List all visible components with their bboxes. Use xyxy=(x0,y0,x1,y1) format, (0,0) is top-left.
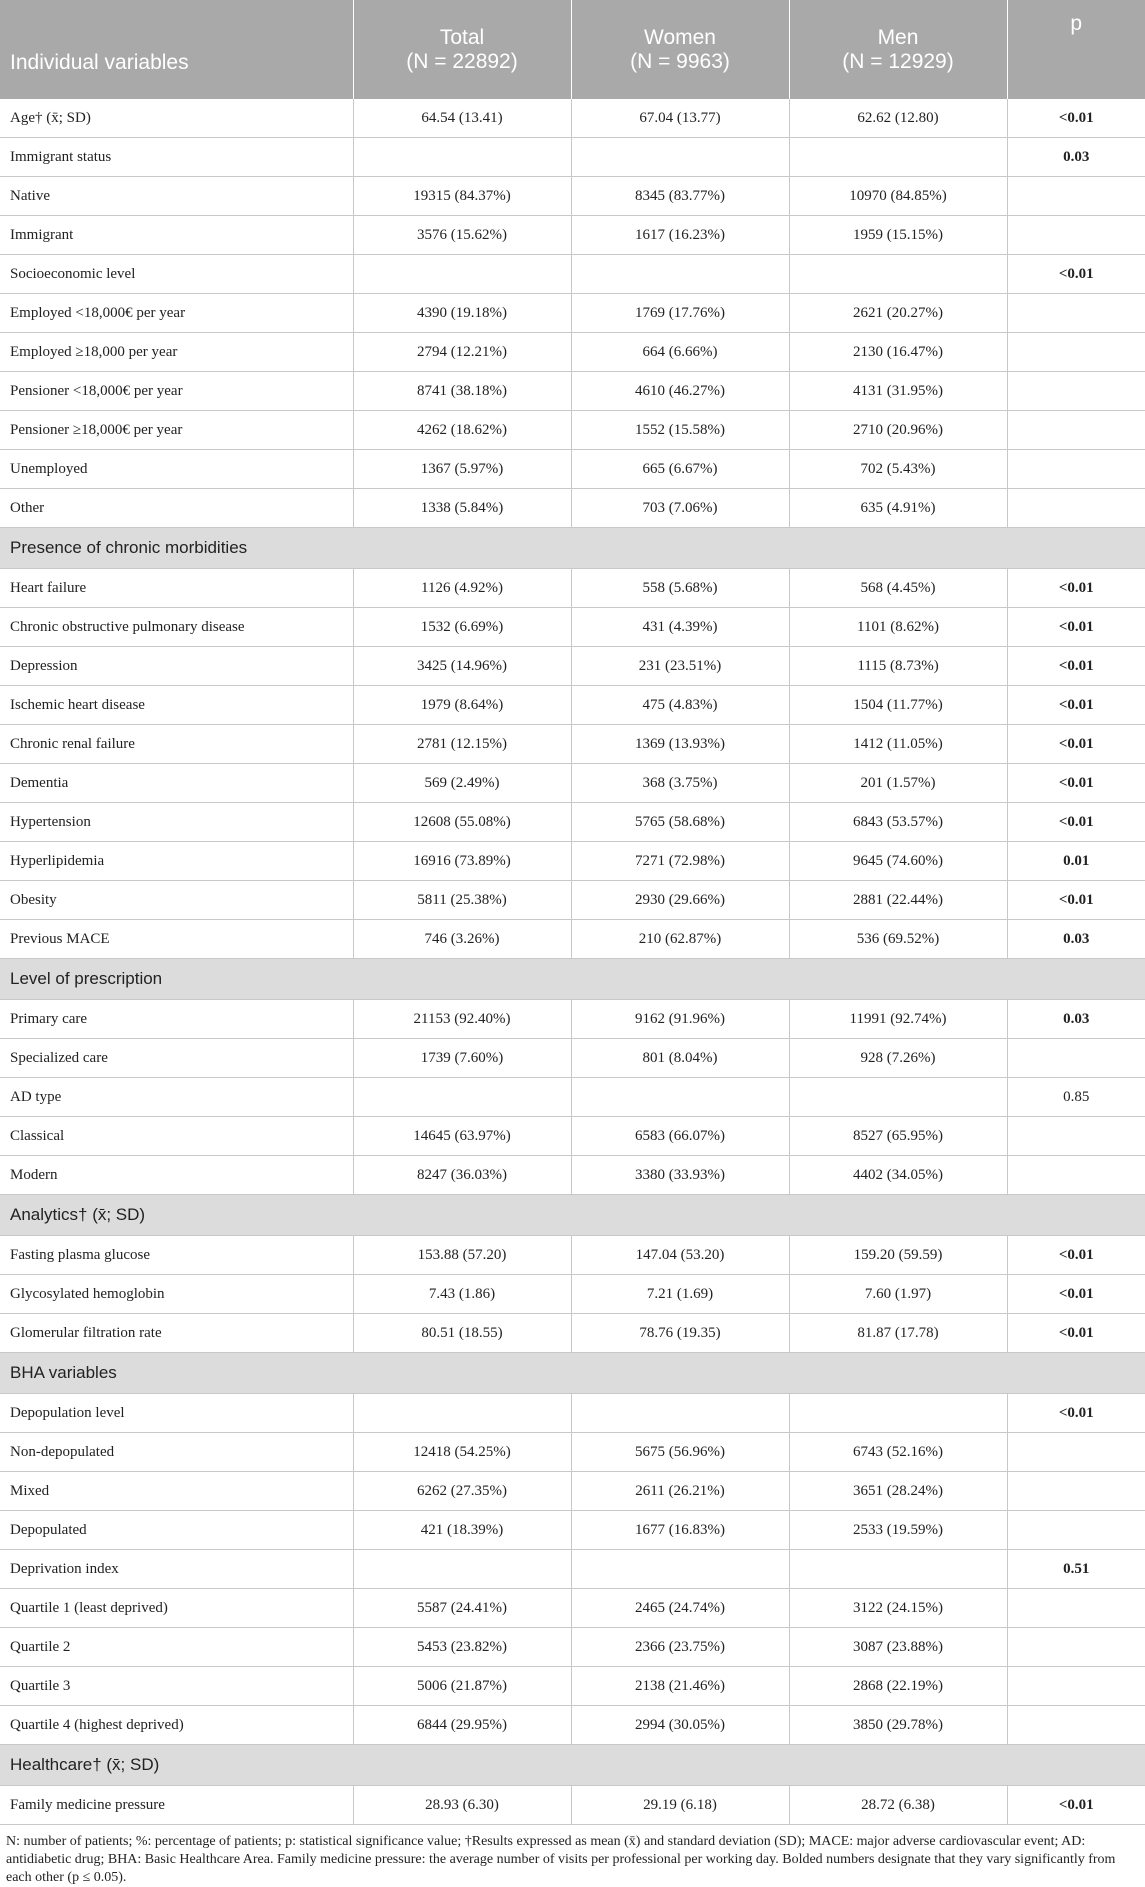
table-row xyxy=(0,177,1145,216)
table-row xyxy=(0,1706,1145,1745)
section-header-row xyxy=(0,1195,1145,1236)
table-row xyxy=(0,1236,1145,1275)
cell-women xyxy=(571,255,789,294)
cell-total: 746 (3.26%) xyxy=(353,920,571,959)
cell-total: 6844 (29.95%) xyxy=(353,1706,571,1745)
row-label: Unemployed xyxy=(0,450,353,489)
cell-men: 3122 (24.15%) xyxy=(789,1589,1007,1628)
table-row xyxy=(0,1275,1145,1314)
row-label: Glycosylated hemoglobin xyxy=(0,1275,353,1314)
cell-p-value xyxy=(1007,1472,1145,1511)
header-total-label: Total xyxy=(439,25,485,49)
cell-men: 568 (4.45%) xyxy=(789,569,1007,608)
cell-men: 11991 (92.74%) xyxy=(789,1000,1007,1039)
table-row xyxy=(0,1039,1145,1078)
table-row xyxy=(0,1000,1145,1039)
cell-women: 5765 (58.68%) xyxy=(571,803,789,842)
table-row xyxy=(0,1078,1145,1117)
cell-p-value: 0.51 xyxy=(1007,1550,1145,1589)
cell-women: 210 (62.87%) xyxy=(571,920,789,959)
cell-men: 62.62 (12.80) xyxy=(789,99,1007,138)
header-women-label: Women xyxy=(644,25,716,49)
cell-men: 1101 (8.62%) xyxy=(789,608,1007,647)
cell-women: 78.76 (19.35) xyxy=(571,1314,789,1353)
cell-total: 1979 (8.64%) xyxy=(353,686,571,725)
section-header-row xyxy=(0,1745,1145,1786)
header-variables: Individual variables xyxy=(0,0,353,99)
cell-total xyxy=(353,138,571,177)
row-label: AD type xyxy=(0,1078,353,1117)
cell-p-value xyxy=(1007,1117,1145,1156)
table-row xyxy=(0,1433,1145,1472)
cell-men: 6743 (52.16%) xyxy=(789,1433,1007,1472)
cell-p-value xyxy=(1007,372,1145,411)
cell-p-value: <0.01 xyxy=(1007,686,1145,725)
cell-total xyxy=(353,1078,571,1117)
cell-total: 569 (2.49%) xyxy=(353,764,571,803)
cell-total: 28.93 (6.30) xyxy=(353,1786,571,1825)
cell-total: 16916 (73.89%) xyxy=(353,842,571,881)
row-label: Dementia xyxy=(0,764,353,803)
row-label: Depopulated xyxy=(0,1511,353,1550)
row-label: Hyperlipidemia xyxy=(0,842,353,881)
cell-p-value xyxy=(1007,450,1145,489)
cell-men xyxy=(789,1394,1007,1433)
cell-p-value: <0.01 xyxy=(1007,569,1145,608)
cell-p-value: <0.01 xyxy=(1007,1275,1145,1314)
cell-men: 2881 (22.44%) xyxy=(789,881,1007,920)
cell-women: 9162 (91.96%) xyxy=(571,1000,789,1039)
cell-women: 664 (6.66%) xyxy=(571,333,789,372)
row-label: Quartile 1 (least deprived) xyxy=(0,1589,353,1628)
header-total-n: (N = 22892) xyxy=(406,49,518,73)
row-label: Socioeconomic level xyxy=(0,255,353,294)
cell-women: 2465 (24.74%) xyxy=(571,1589,789,1628)
cell-total: 80.51 (18.55) xyxy=(353,1314,571,1353)
cell-total: 1532 (6.69%) xyxy=(353,608,571,647)
cell-women: 29.19 (6.18) xyxy=(571,1786,789,1825)
cell-women: 2994 (30.05%) xyxy=(571,1706,789,1745)
table-body xyxy=(0,99,1145,1825)
cell-p-value xyxy=(1007,1628,1145,1667)
table-row xyxy=(0,450,1145,489)
cell-total: 12418 (54.25%) xyxy=(353,1433,571,1472)
cell-total: 19315 (84.37%) xyxy=(353,177,571,216)
cell-total xyxy=(353,1550,571,1589)
cell-p-value: 0.85 xyxy=(1007,1078,1145,1117)
cell-p-value: <0.01 xyxy=(1007,1786,1145,1825)
cell-p-value: <0.01 xyxy=(1007,1236,1145,1275)
row-label: Hypertension xyxy=(0,803,353,842)
cell-total: 1739 (7.60%) xyxy=(353,1039,571,1078)
table-row xyxy=(0,294,1145,333)
cell-men: 3087 (23.88%) xyxy=(789,1628,1007,1667)
row-label: Primary care xyxy=(0,1000,353,1039)
cell-total: 1338 (5.84%) xyxy=(353,489,571,528)
row-label: Ischemic heart disease xyxy=(0,686,353,725)
cell-p-value: <0.01 xyxy=(1007,1314,1145,1353)
cell-total: 5006 (21.87%) xyxy=(353,1667,571,1706)
cell-total: 2781 (12.15%) xyxy=(353,725,571,764)
cell-women xyxy=(571,138,789,177)
row-label: Quartile 3 xyxy=(0,1667,353,1706)
cell-p-value: <0.01 xyxy=(1007,764,1145,803)
section-header-row xyxy=(0,959,1145,1000)
row-label: Age† (x̄; SD) xyxy=(0,99,353,138)
cell-total xyxy=(353,255,571,294)
section-header-label: Presence of chronic morbidities xyxy=(0,528,1145,569)
row-label: Non-depopulated xyxy=(0,1433,353,1472)
row-label: Mixed xyxy=(0,1472,353,1511)
table-row xyxy=(0,1628,1145,1667)
row-label: Obesity xyxy=(0,881,353,920)
cell-women: 2930 (29.66%) xyxy=(571,881,789,920)
row-label: Chronic renal failure xyxy=(0,725,353,764)
row-label: Immigrant status xyxy=(0,138,353,177)
row-label: Employed ≥18,000 per year xyxy=(0,333,353,372)
cell-total: 153.88 (57.20) xyxy=(353,1236,571,1275)
cell-p-value: <0.01 xyxy=(1007,1394,1145,1433)
cell-men: 1504 (11.77%) xyxy=(789,686,1007,725)
table-header xyxy=(0,0,1145,99)
table-row xyxy=(0,764,1145,803)
cell-p-value: 0.03 xyxy=(1007,1000,1145,1039)
table-row xyxy=(0,1786,1145,1825)
row-label: Depression xyxy=(0,647,353,686)
cell-men xyxy=(789,138,1007,177)
table-row xyxy=(0,569,1145,608)
cell-p-value xyxy=(1007,177,1145,216)
row-label: Employed <18,000€ per year xyxy=(0,294,353,333)
row-label: Depopulation level xyxy=(0,1394,353,1433)
table-row xyxy=(0,1667,1145,1706)
cell-total: 6262 (27.35%) xyxy=(353,1472,571,1511)
cell-women: 475 (4.83%) xyxy=(571,686,789,725)
cell-women: 1617 (16.23%) xyxy=(571,216,789,255)
cell-p-value: <0.01 xyxy=(1007,881,1145,920)
cell-p-value: <0.01 xyxy=(1007,99,1145,138)
cell-men: 2710 (20.96%) xyxy=(789,411,1007,450)
row-label: Immigrant xyxy=(0,216,353,255)
cell-men: 536 (69.52%) xyxy=(789,920,1007,959)
cell-men: 1115 (8.73%) xyxy=(789,647,1007,686)
cell-men: 159.20 (59.59) xyxy=(789,1236,1007,1275)
section-header-label: Healthcare† (x̄; SD) xyxy=(0,1745,1145,1786)
cell-total: 1367 (5.97%) xyxy=(353,450,571,489)
table-row xyxy=(0,1117,1145,1156)
table-row xyxy=(0,99,1145,138)
cell-p-value xyxy=(1007,1706,1145,1745)
table-row xyxy=(0,138,1145,177)
cell-women: 1552 (15.58%) xyxy=(571,411,789,450)
cell-p-value: <0.01 xyxy=(1007,608,1145,647)
table-row xyxy=(0,1156,1145,1195)
header-men-n: (N = 12929) xyxy=(842,49,954,73)
table-row xyxy=(0,372,1145,411)
table-row xyxy=(0,1589,1145,1628)
row-label: Family medicine pressure xyxy=(0,1786,353,1825)
cell-total: 4390 (19.18%) xyxy=(353,294,571,333)
cell-total: 12608 (55.08%) xyxy=(353,803,571,842)
cell-women: 5675 (56.96%) xyxy=(571,1433,789,1472)
cell-women: 7.21 (1.69) xyxy=(571,1275,789,1314)
header-women xyxy=(571,0,789,99)
cell-men: 201 (1.57%) xyxy=(789,764,1007,803)
cell-men: 635 (4.91%) xyxy=(789,489,1007,528)
cell-women xyxy=(571,1394,789,1433)
cell-women: 431 (4.39%) xyxy=(571,608,789,647)
cell-total: 8741 (38.18%) xyxy=(353,372,571,411)
cell-total: 4262 (18.62%) xyxy=(353,411,571,450)
table-row xyxy=(0,881,1145,920)
table-row xyxy=(0,1511,1145,1550)
row-label: Deprivation index xyxy=(0,1550,353,1589)
header-p: p xyxy=(1007,0,1145,99)
cell-women: 801 (8.04%) xyxy=(571,1039,789,1078)
section-header-row xyxy=(0,1353,1145,1394)
table-row xyxy=(0,216,1145,255)
cell-total: 14645 (63.97%) xyxy=(353,1117,571,1156)
cell-total: 3425 (14.96%) xyxy=(353,647,571,686)
cell-men: 2868 (22.19%) xyxy=(789,1667,1007,1706)
table-row xyxy=(0,1550,1145,1589)
row-label: Other xyxy=(0,489,353,528)
cell-p-value xyxy=(1007,1156,1145,1195)
table-row xyxy=(0,1394,1145,1433)
cell-men xyxy=(789,1078,1007,1117)
cell-men: 2130 (16.47%) xyxy=(789,333,1007,372)
cell-p-value xyxy=(1007,489,1145,528)
cell-women: 6583 (66.07%) xyxy=(571,1117,789,1156)
cell-total: 421 (18.39%) xyxy=(353,1511,571,1550)
cell-p-value: 0.03 xyxy=(1007,920,1145,959)
cell-p-value xyxy=(1007,1667,1145,1706)
cell-p-value: 0.03 xyxy=(1007,138,1145,177)
cell-total: 3576 (15.62%) xyxy=(353,216,571,255)
cell-men: 2621 (20.27%) xyxy=(789,294,1007,333)
header-total xyxy=(353,0,571,99)
table-row xyxy=(0,489,1145,528)
cell-men: 7.60 (1.97) xyxy=(789,1275,1007,1314)
cell-p-value xyxy=(1007,1511,1145,1550)
section-header-label: Analytics† (x̄; SD) xyxy=(0,1195,1145,1236)
table-footnote: N: number of patients; %: percentage of patients; p: statistical significance value; †Results expressed as mean (x̄) and standard deviation (SD); MACE: major adverse cardiovascular event; AD: antidiabetic drug; BHA: Basic Healthcare Area. Family medicine pressure: the average number of visits per professional per working day. Bolded numbers designate that they vary significantly from each other (p ≤ 0.05). xyxy=(6,1834,1116,1885)
row-label: Previous MACE xyxy=(0,920,353,959)
cell-p-value xyxy=(1007,294,1145,333)
row-label: Specialized care xyxy=(0,1039,353,1078)
cell-women: 2366 (23.75%) xyxy=(571,1628,789,1667)
cell-men: 4402 (34.05%) xyxy=(789,1156,1007,1195)
cell-men: 3651 (28.24%) xyxy=(789,1472,1007,1511)
cell-women: 558 (5.68%) xyxy=(571,569,789,608)
cell-women: 4610 (46.27%) xyxy=(571,372,789,411)
cell-men: 702 (5.43%) xyxy=(789,450,1007,489)
cell-p-value: <0.01 xyxy=(1007,647,1145,686)
cell-women: 147.04 (53.20) xyxy=(571,1236,789,1275)
cell-women: 3380 (33.93%) xyxy=(571,1156,789,1195)
cell-women: 231 (23.51%) xyxy=(571,647,789,686)
row-label: Heart failure xyxy=(0,569,353,608)
cell-men xyxy=(789,255,1007,294)
cell-women: 1677 (16.83%) xyxy=(571,1511,789,1550)
cell-p-value: <0.01 xyxy=(1007,803,1145,842)
table-row xyxy=(0,1314,1145,1353)
table-row xyxy=(0,647,1145,686)
cell-p-value xyxy=(1007,333,1145,372)
cell-men: 8527 (65.95%) xyxy=(789,1117,1007,1156)
row-label: Pensioner ≥18,000€ per year xyxy=(0,411,353,450)
cell-women xyxy=(571,1078,789,1117)
cell-p-value xyxy=(1007,1589,1145,1628)
cell-women: 2138 (21.46%) xyxy=(571,1667,789,1706)
row-label: Chronic obstructive pulmonary disease xyxy=(0,608,353,647)
cell-women: 8345 (83.77%) xyxy=(571,177,789,216)
cell-total: 5453 (23.82%) xyxy=(353,1628,571,1667)
cell-p-value xyxy=(1007,1433,1145,1472)
cell-women: 368 (3.75%) xyxy=(571,764,789,803)
cell-total: 1126 (4.92%) xyxy=(353,569,571,608)
table-row xyxy=(0,920,1145,959)
cell-men: 1412 (11.05%) xyxy=(789,725,1007,764)
cell-p-value xyxy=(1007,1039,1145,1078)
cell-men: 10970 (84.85%) xyxy=(789,177,1007,216)
cell-men: 2533 (19.59%) xyxy=(789,1511,1007,1550)
cell-total: 5587 (24.41%) xyxy=(353,1589,571,1628)
row-label: Pensioner <18,000€ per year xyxy=(0,372,353,411)
table-row xyxy=(0,1472,1145,1511)
table-row xyxy=(0,842,1145,881)
table-row xyxy=(0,803,1145,842)
cell-men: 28.72 (6.38) xyxy=(789,1786,1007,1825)
cell-p-value xyxy=(1007,411,1145,450)
table-row xyxy=(0,608,1145,647)
table-row xyxy=(0,333,1145,372)
cell-total: 7.43 (1.86) xyxy=(353,1275,571,1314)
cell-men: 3850 (29.78%) xyxy=(789,1706,1007,1745)
cell-women xyxy=(571,1550,789,1589)
cell-total: 5811 (25.38%) xyxy=(353,881,571,920)
cell-women: 67.04 (13.77) xyxy=(571,99,789,138)
header-men xyxy=(789,0,1007,99)
section-header-row xyxy=(0,528,1145,569)
cell-women: 665 (6.67%) xyxy=(571,450,789,489)
header-men-label: Men xyxy=(877,25,919,49)
cell-men: 1959 (15.15%) xyxy=(789,216,1007,255)
cell-men: 4131 (31.95%) xyxy=(789,372,1007,411)
cell-total: 21153 (92.40%) xyxy=(353,1000,571,1039)
cell-p-value: <0.01 xyxy=(1007,255,1145,294)
row-label: Fasting plasma glucose xyxy=(0,1236,353,1275)
cell-men: 81.87 (17.78) xyxy=(789,1314,1007,1353)
cell-women: 1769 (17.76%) xyxy=(571,294,789,333)
table-row xyxy=(0,411,1145,450)
row-label: Modern xyxy=(0,1156,353,1195)
row-label: Quartile 2 xyxy=(0,1628,353,1667)
section-header-label: Level of prescription xyxy=(0,959,1145,1000)
section-header-label: BHA variables xyxy=(0,1353,1145,1394)
row-label: Classical xyxy=(0,1117,353,1156)
cell-women: 7271 (72.98%) xyxy=(571,842,789,881)
row-label: Native xyxy=(0,177,353,216)
header-row xyxy=(0,0,1145,99)
cell-men: 6843 (53.57%) xyxy=(789,803,1007,842)
cell-total: 64.54 (13.41) xyxy=(353,99,571,138)
row-label: Quartile 4 (highest deprived) xyxy=(0,1706,353,1745)
table-row xyxy=(0,255,1145,294)
cell-p-value xyxy=(1007,216,1145,255)
cell-women: 1369 (13.93%) xyxy=(571,725,789,764)
cell-women: 2611 (26.21%) xyxy=(571,1472,789,1511)
table-row xyxy=(0,686,1145,725)
row-label: Glomerular filtration rate xyxy=(0,1314,353,1353)
cell-men xyxy=(789,1550,1007,1589)
header-women-n: (N = 9963) xyxy=(630,49,730,73)
cell-total: 2794 (12.21%) xyxy=(353,333,571,372)
cell-p-value: 0.01 xyxy=(1007,842,1145,881)
cell-total: 8247 (36.03%) xyxy=(353,1156,571,1195)
cell-women: 703 (7.06%) xyxy=(571,489,789,528)
table-row xyxy=(0,725,1145,764)
cell-men: 928 (7.26%) xyxy=(789,1039,1007,1078)
cell-men: 9645 (74.60%) xyxy=(789,842,1007,881)
cell-p-value: <0.01 xyxy=(1007,725,1145,764)
cell-total xyxy=(353,1394,571,1433)
